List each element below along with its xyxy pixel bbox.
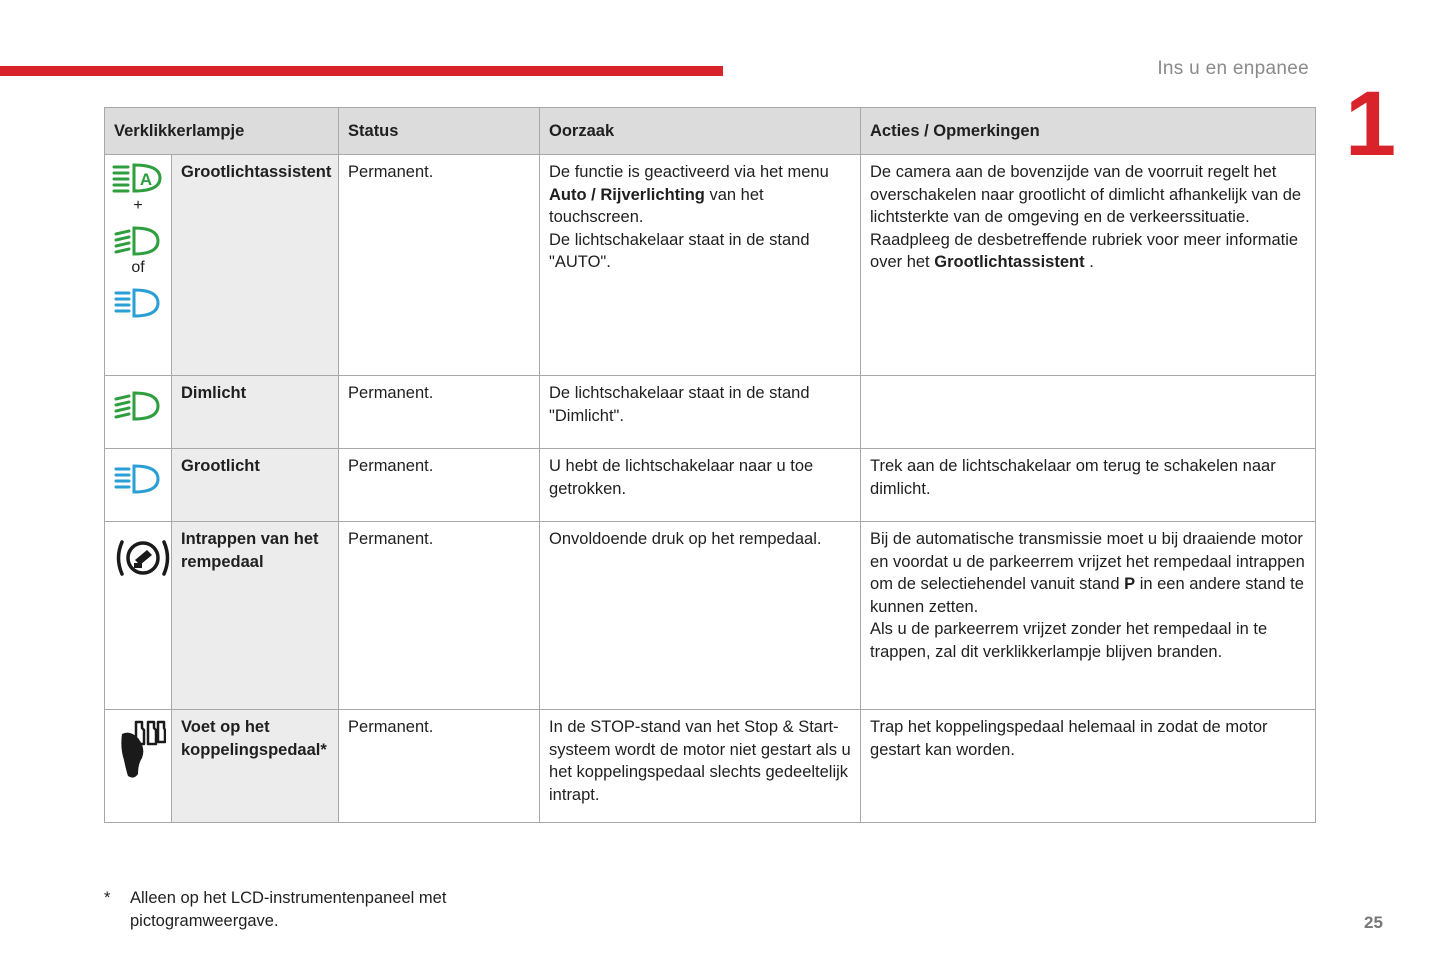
main-beam-icon <box>114 287 162 319</box>
cause-cell: In de STOP-stand van het Stop & Start-systeem wordt de motor niet gestart als u het koppelingspedaal slechts gedeeltelijk intrapt. <box>540 710 861 823</box>
lamp-icon-cell <box>105 522 172 710</box>
table-row <box>105 449 1316 522</box>
foot-on-clutch-icon <box>114 718 166 780</box>
table-header-row <box>105 108 1316 155</box>
warning-lamp-table <box>104 107 1316 823</box>
or-label: of <box>131 259 145 276</box>
action-cell: Trek aan de lichtschakelaar om terug te schakelen naar dimlicht. <box>861 449 1316 522</box>
status-cell: Permanent. <box>339 522 540 710</box>
lamp-name: Dimlicht <box>172 376 339 449</box>
status-cell: Permanent. <box>339 449 540 522</box>
column-header-cause: Oorzaak <box>540 108 861 155</box>
lamp-name: Voet op het koppelingspedaal* <box>172 710 339 823</box>
page-number: 25 <box>1364 913 1383 932</box>
dipped-beam-icon <box>114 390 162 422</box>
column-header-status: Status <box>339 108 540 155</box>
section-title: Ins u en enpanee <box>1157 58 1309 79</box>
lamp-icon-cell <box>105 376 172 449</box>
action-cell: Bij de automatische transmissie moet u bij draaiende motor en voordat u de parkeerrem vrijzet het rempedaal intrappen om de selectiehendel vanuit stand P in een andere stand te kunnen zetten. Als u de parkeerrem vrijzet zonder het rempedaal in te trappen, zal dit verklikkerlampje blijven branden. <box>861 522 1316 710</box>
table-row <box>105 155 1316 376</box>
lamp-name: Grootlicht <box>172 449 339 522</box>
table-row <box>105 522 1316 710</box>
action-cell: Trap het koppelingspedaal helemaal in zodat de motor gestart kan worden. <box>861 710 1316 823</box>
cause-cell: U hebt de lichtschakelaar naar u toe getrokken. <box>540 449 861 522</box>
lamp-icon-cell <box>105 449 172 522</box>
column-header-actions: Acties / Opmerkingen <box>861 108 1316 155</box>
action-cell <box>861 376 1316 449</box>
footnote-mark: * <box>104 889 111 907</box>
plus-sign: + <box>133 197 143 214</box>
svg-text:A: A <box>139 170 153 189</box>
status-cell: Permanent. <box>339 155 540 376</box>
chapter-number: 1 <box>1345 73 1397 175</box>
cause-cell: De lichtschakelaar staat in de stand "Dimlicht". <box>540 376 861 449</box>
column-header-lamp: Verklikkerlampje <box>105 108 339 155</box>
footnote-text: Alleen op het LCD-instrumentenpaneel met pictogramweergave. <box>130 889 447 930</box>
lamp-name: Intrappen van het rempedaal <box>172 522 339 710</box>
lamp-icon-cell <box>105 710 172 823</box>
header-accent-bar <box>0 66 723 76</box>
dipped-beam-icon <box>114 225 162 257</box>
auto-high-beam-icon <box>112 161 164 195</box>
status-cell: Permanent. <box>339 376 540 449</box>
lamp-name: Grootlichtassistent <box>172 155 339 376</box>
table-row <box>105 710 1316 823</box>
cause-cell: Onvoldoende druk op het rempedaal. <box>540 522 861 710</box>
main-beam-icon <box>114 463 162 495</box>
table-row <box>105 376 1316 449</box>
lamp-icon-cell <box>105 155 172 376</box>
action-cell: De camera aan de bovenzijde van de voorruit regelt het overschakelen naar grootlicht of dimlicht afhankelijk van de lichtsterkte van de omgeving en de verkeerssituatie. Raadpleeg de desbetreffende rubriek voor meer informatie over het Grootlichtassistent . <box>861 155 1316 376</box>
status-cell: Permanent. <box>339 710 540 823</box>
cause-cell: De functie is geactiveerd via het menu Auto / Rijverlichting van het touchscreen. De lichtschakelaar staat in de stand "AUTO". <box>540 155 861 376</box>
brake-pedal-icon <box>114 536 172 580</box>
